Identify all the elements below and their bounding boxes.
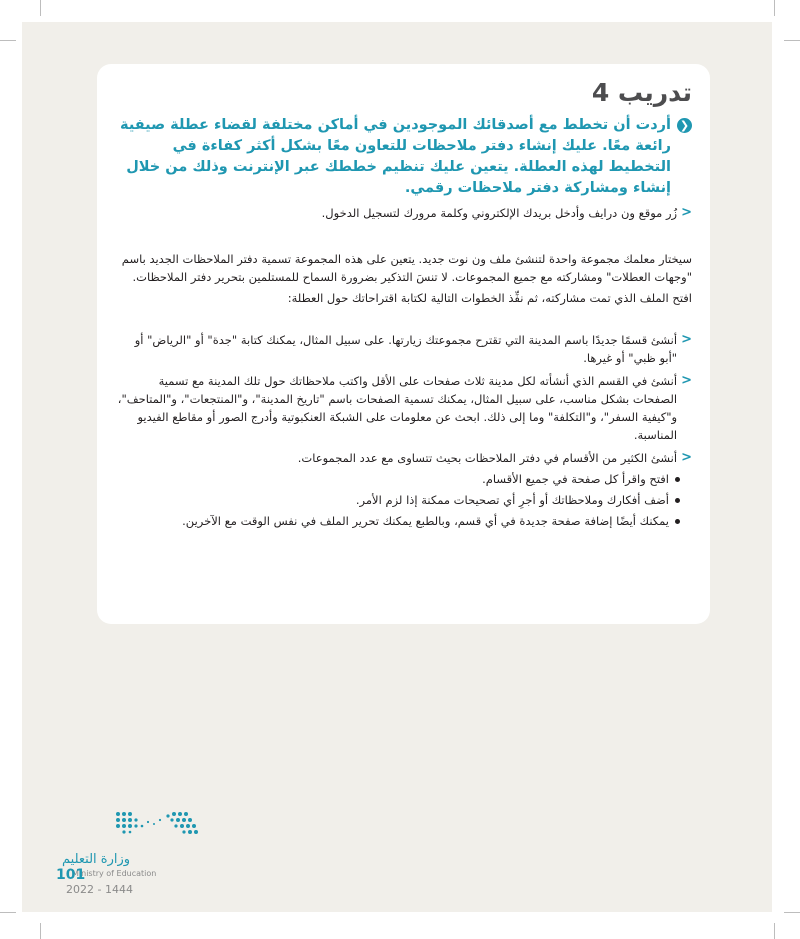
crop-mark — [784, 912, 800, 913]
bullet-item — [117, 491, 692, 509]
bullet-text: أضف أفكارك وملاحظاتك أو أجرِ أي تصحيحات ممكنة إذا لزم الأمر. — [355, 493, 669, 507]
step-login — [117, 204, 692, 222]
crop-mark — [0, 40, 16, 41]
bullet-dot — [675, 498, 680, 503]
crop-mark — [784, 40, 800, 41]
bullet-item — [117, 512, 692, 530]
crop-mark — [40, 923, 41, 939]
crop-mark — [774, 923, 775, 939]
paragraph: افتح الملف الذي تمت مشاركته، ثم نفِّذ الخطوات التالية لكتابة اقتراحاتك حول العطلة: — [287, 291, 692, 305]
chevron-icon: < — [681, 205, 692, 220]
bullet-dot — [675, 477, 680, 482]
bullet-text: يمكنك أيضًا إضافة صفحة جديدة في أي قسم، وبالطبع يمكنك تحرير الملف في نفس الوقت مع الآخرين. — [182, 514, 669, 528]
chevron-icon: < — [681, 332, 692, 347]
bullet-text: افتح واقرأ كل صفحة في جميع الأقسام. — [482, 472, 669, 486]
crop-mark — [40, 0, 41, 16]
step-item — [117, 449, 692, 467]
academic-year: 2022 - 1444 — [66, 883, 133, 896]
intro-block — [117, 115, 692, 199]
crop-mark — [774, 0, 775, 16]
chevron-icon: < — [681, 373, 692, 388]
chevron-icon: < — [681, 450, 692, 465]
step-text: أنشئ الكثير من الأقسام في دفتر الملاحظات بحيث تتساوى مع عدد المجموعات. — [297, 451, 678, 465]
bullet-item — [117, 470, 692, 488]
crop-mark — [0, 912, 16, 913]
step-item — [117, 331, 692, 367]
bullet-dot — [675, 519, 680, 524]
ministry-logo-icon — [112, 808, 202, 844]
step-item — [117, 372, 692, 444]
step-text: أنشئ في القسم الذي أنشأته لكل مدينة ثلاث صفحات على الأقل واكتب ملاحظاتك حول تلك المدينة مع تسمية الصفحات بشكل مناسب، على سبيل المثال، يمكنك تسمية الصفحات باسم "تاريخ المدينة"، و"المنتجعات"، و"المتاحف"، و"كيفية السفر"، و"التكلفة" وما إلى ذلك. ابحث عن معلومات على الشبكة العنكبوتية وأدرج الصور أو مقاطع الفيديو المناسبة. — [117, 374, 678, 442]
intro-text: أردت أن تخطط مع أصدقائك الموجودين في أماكن مختلفة لقضاء عطلة صيفية رائعة معًا. عليك إنشاء دفتر ملاحظات للتعاون معًا بشكل أكثر كفاءة في التخطيط لهذه العطلة. يتعين عليك تنظيم خططك عبر الإنترنت وذلك من خلال إنشاء ومشاركة دفتر ملاحظات رقمي. — [120, 117, 671, 196]
ministry-name-arabic: وزارة التعليم — [62, 852, 131, 867]
step-text: زُر موقع ون درايف وأدخل بريدك الإلكتروني وكلمة مرورك لتسجيل الدخول. — [321, 206, 678, 220]
page-number: 101 — [56, 867, 86, 883]
paragraph: سيختار معلمك مجموعة واحدة لتنشئ ملف ون نوت جديد. يتعين على هذه المجموعة تسمية دفتر الملاحظات الجديد باسم "وجهات العطلات" ومشاركته مع جميع المجموعات. لا تنسَ التذكير بضرورة السماح للمستلمين بتحرير دفتر الملاحظات. — [121, 252, 692, 284]
exercise-content — [117, 78, 692, 530]
exercise-title: تدريب 4 — [591, 78, 692, 107]
step-text: أنشئ قسمًا جديدًا باسم المدينة التي تقترح مجموعتك زيارتها. على سبيل المثال، يمكنك كتابة "جدة" أو "الرياض" أو "أبو ظبي" أو غيرها. — [134, 333, 678, 365]
chevron-circle-icon: ❮ — [677, 118, 692, 133]
ministry-name-english: Ministry of Education — [72, 869, 157, 878]
